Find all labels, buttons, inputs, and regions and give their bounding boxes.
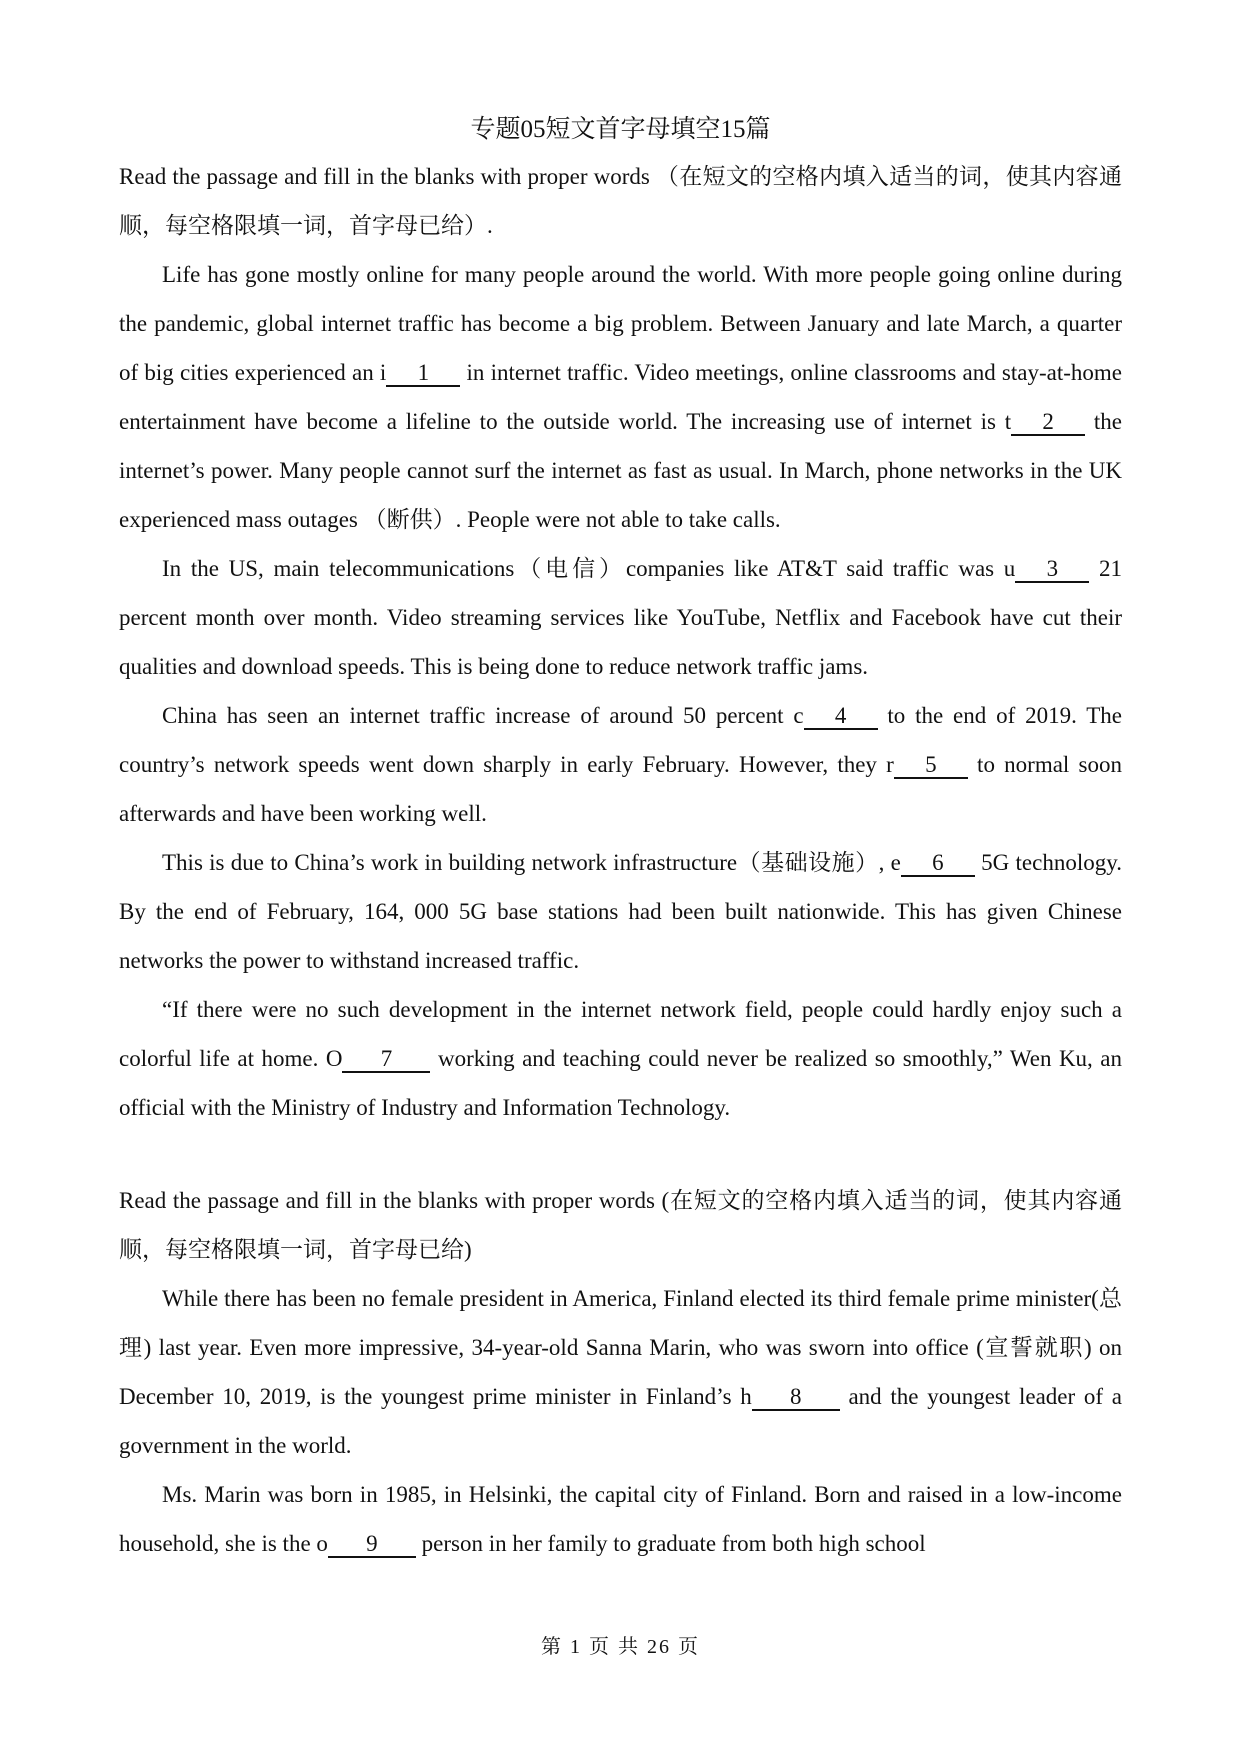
text-run: In the US, main telecommunications（电信）companies like AT&T said traffic was u — [162, 556, 1016, 581]
paragraph — [119, 1274, 1122, 1470]
text-run: This is due to China’s work in building network infrastructure（基础设施）, e — [162, 850, 901, 875]
blank-3: 3 — [1015, 557, 1089, 583]
text-run: 21 percent month over month. Video streaming services like YouTube, Netflix and Facebook have cut their qualities and download speeds. This is being done to reduce network traffic jams. — [119, 556, 1122, 679]
text-run: working and teaching could never be realized so smoothly,” Wen Ku, an official with the Ministry of Industry and Information Technology. — [119, 1046, 1122, 1120]
paragraph — [119, 691, 1122, 838]
text-run: Life has gone mostly online for many people around the world. With more people going online during the pandemic, global internet traffic has become a big problem. Between January and late March, a quarter of big cities experienced an i — [119, 262, 1122, 385]
blank-1: 1 — [386, 361, 460, 387]
passage-spacer — [119, 1132, 1122, 1176]
blank-4: 4 — [804, 704, 878, 730]
text-run: 5G technology. By the end of February, 164, 000 5G base stations had been built nationwide. This has given Chinese networks the power to withstand increased traffic. — [119, 850, 1122, 973]
blank-8: 8 — [752, 1385, 840, 1411]
blank-6: 6 — [901, 851, 975, 877]
page-title: 专题05短文首字母填空15篇 — [470, 116, 771, 143]
paragraph — [119, 1470, 1122, 1568]
text-run: to the end of 2019. The country’s network speeds went down sharply in early February. However, they r — [119, 703, 1122, 777]
instruction-2: Read the passage and fill in the blanks with proper words (在短文的空格内填入适当的词，使其内容通顺，每空格限填一词，首字母已给) — [119, 1188, 1122, 1262]
instruction-1: Read the passage and fill in the blanks with proper words （在短文的空格内填入适当的词，使其内容通顺，每空格限填一词，首字母已给）. — [119, 164, 1122, 238]
text-run: While there has been no female president in America, Finland elected its third female prime minister(总理) last year. Even more impressive, 34-year-old Sanna Marin, who was sworn into office (宣誓就职) on December 10, 2019, is the youngest prime minister in Finland’s h — [119, 1286, 1122, 1409]
text-run: to normal soon afterwards and have been working well. — [119, 752, 1122, 826]
passage-1 — [119, 152, 1122, 1132]
paragraph — [119, 544, 1122, 691]
text-run: “If there were no such development in the internet network field, people could hardly enjoy such a colorful life at home. O — [119, 997, 1122, 1071]
text-run: Ms. Marin was born in 1985, in Helsinki, the capital city of Finland. Born and raised in a low-income household, she is the o — [119, 1482, 1122, 1556]
page-content — [119, 112, 1122, 1568]
paragraph — [119, 838, 1122, 985]
text-run: person in her family to graduate from both high school — [415, 1531, 926, 1556]
page-footer: 第 1 页 共 26 页 — [541, 1636, 700, 1658]
blank-7: 7 — [342, 1047, 430, 1073]
paragraph — [119, 250, 1122, 544]
blank-2: 2 — [1011, 410, 1085, 436]
blank-5: 5 — [894, 753, 968, 779]
blank-9: 9 — [328, 1532, 416, 1558]
text-run: and the youngest leader of a government in the world. — [119, 1384, 1122, 1458]
passage-2 — [119, 1176, 1122, 1568]
text-run: China has seen an internet traffic increase of around 50 percent c — [162, 703, 804, 728]
paragraph — [119, 985, 1122, 1132]
text-run: in internet traffic. Video meetings, online classrooms and stay-at-home entertainment have become a lifeline to the outside world. The increasing use of internet is t — [119, 360, 1122, 434]
text-run: the internet’s power. Many people cannot surf the internet as fast as usual. In March, phone networks in the UK experienced mass outages （断供）. People were not able to take calls. — [119, 409, 1122, 532]
